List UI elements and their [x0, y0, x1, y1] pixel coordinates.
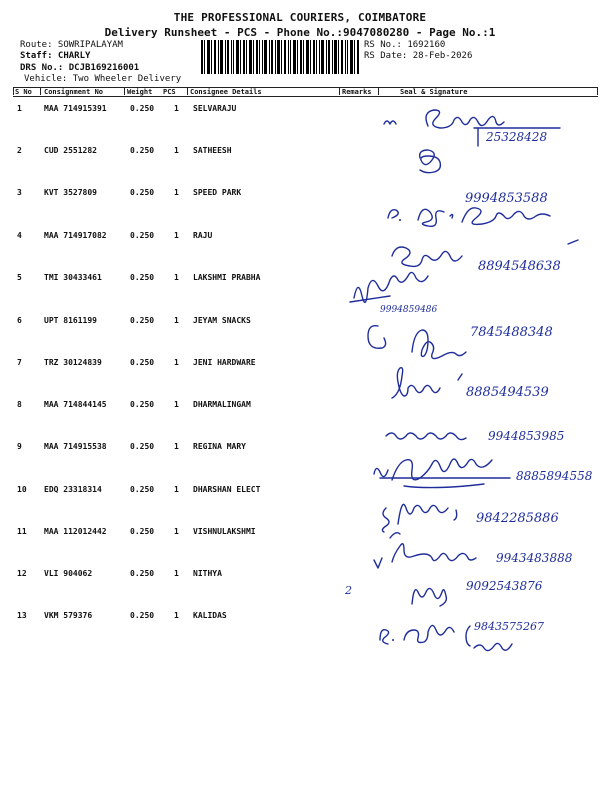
consignment-number: VKM 579376	[44, 611, 93, 620]
rs-number: RS No.: 1692160	[364, 40, 446, 50]
weight-value: 0.250	[130, 104, 155, 113]
col-header-sno: S No	[15, 88, 32, 96]
consignment-number: MAA 112012442	[44, 527, 107, 536]
handwritten-number: 9994859486	[380, 305, 438, 315]
weight-value: 0.250	[130, 358, 155, 367]
route-label: Route: SOWRIPALAYAM	[20, 40, 123, 50]
pcs-count: 1	[174, 358, 179, 367]
consignee-name: SATHEESH	[193, 146, 232, 155]
row-serial-number: 9	[17, 442, 22, 451]
consignment-number: KVT 3527809	[44, 188, 97, 197]
row-serial-number: 2	[17, 146, 22, 155]
handwritten-number: 8885894558	[516, 469, 593, 483]
handwritten-number: 9092543876	[466, 579, 543, 593]
pcs-count: 1	[174, 485, 179, 494]
col-header-seal-signature: Seal & Signature	[400, 88, 468, 96]
signature-row-13	[380, 620, 544, 651]
drs-number: DRS No.: DCJB169216001	[20, 63, 140, 73]
row-serial-number: 13	[17, 611, 27, 620]
consignee-name: RAJU	[193, 231, 213, 240]
row-serial-number: 5	[17, 273, 22, 282]
remark-mark: 2	[345, 584, 352, 597]
row-serial-number: 1	[17, 104, 22, 113]
pcs-count: 1	[174, 231, 179, 240]
rs-date: RS Date: 28-Feb-2026	[364, 51, 473, 61]
col-header-consignee: Consignee Details	[190, 88, 262, 96]
pcs-count: 1	[174, 569, 179, 578]
col-header-remarks: Remarks	[342, 88, 372, 96]
weight-value: 0.250	[130, 146, 155, 155]
pcs-count: 1	[174, 442, 179, 451]
signature-row-9	[386, 429, 564, 443]
signature-row-4	[350, 240, 578, 302]
col-header-pcs: PCS	[163, 88, 176, 96]
staff-label: Staff: CHARLY	[20, 51, 91, 61]
signature-row-6	[368, 305, 553, 359]
weight-value: 0.250	[130, 611, 155, 620]
row-serial-number: 3	[17, 188, 22, 197]
weight-value: 0.250	[130, 316, 155, 325]
signature-row-2	[420, 150, 441, 173]
consignment-number: CUD 2551282	[44, 146, 97, 155]
row-serial-number: 4	[17, 231, 22, 240]
consignee-name: KALIDAS	[193, 611, 227, 620]
weight-value: 0.250	[130, 569, 155, 578]
handwritten-number: 9842285886	[476, 511, 559, 526]
row-serial-number: 8	[17, 400, 22, 409]
signature-row-10	[374, 459, 593, 488]
consignee-name: SPEED PARK	[193, 188, 242, 197]
consignee-name: SELVARAJU	[193, 104, 237, 113]
consignee-name: NITHYA	[193, 569, 222, 578]
handwritten-number: 9994853588	[465, 191, 548, 206]
consignment-number: MAA 714917082	[44, 231, 107, 240]
row-serial-number: 12	[17, 569, 27, 578]
handwritten-number: 9944853985	[488, 429, 565, 443]
consignment-number: MAA 714844145	[44, 400, 107, 409]
consignment-number: UPT 8161199	[44, 316, 97, 325]
pcs-count: 1	[174, 104, 179, 113]
handwritten-number: 9843575267	[474, 620, 544, 633]
row-serial-number: 10	[17, 485, 27, 494]
pcs-count: 1	[174, 527, 179, 536]
consignee-name: DHARMALINGAM	[193, 400, 251, 409]
signature-row-1	[384, 110, 560, 146]
weight-value: 0.250	[130, 400, 155, 409]
pcs-count: 1	[174, 188, 179, 197]
weight-value: 0.250	[130, 485, 155, 494]
pcs-count: 1	[174, 316, 179, 325]
handwritten-number: 7845488348	[470, 325, 553, 340]
pcs-count: 1	[174, 146, 179, 155]
consignment-number: TRZ 30124839	[44, 358, 102, 367]
col-header-weight: Weight	[127, 88, 153, 96]
handwritten-number: 9943483888	[496, 551, 573, 565]
vehicle-label: Vehicle: Two Wheeler Delivery	[24, 74, 182, 84]
row-serial-number: 11	[17, 527, 27, 536]
consignee-name: REGINA MARY	[193, 442, 246, 451]
consignee-name: VISHNULAKSHMI	[193, 527, 256, 536]
signature-row-7	[392, 368, 549, 400]
consignment-number: EDQ 23318314	[44, 485, 102, 494]
handwritten-number: 8894548638	[478, 259, 561, 274]
col-header-consignment: Consignment No	[44, 88, 104, 96]
handwritten-number: 25328428	[486, 130, 548, 144]
weight-value: 0.250	[130, 273, 155, 282]
consignee-name: LAKSHMI PRABHA	[193, 273, 261, 282]
weight-value: 0.250	[130, 231, 155, 240]
pcs-count: 1	[174, 273, 179, 282]
weight-value: 0.250	[130, 188, 155, 197]
consignment-number: TMI 30433461	[44, 273, 102, 282]
handwritten-number: 8885494539	[466, 385, 549, 400]
consignee-name: JENI HARDWARE	[193, 358, 256, 367]
signature-row-11	[382, 504, 558, 532]
signature-row-12	[344, 533, 573, 606]
consignment-number: VLI 904062	[44, 569, 93, 578]
consignment-number: MAA 714915391	[44, 104, 107, 113]
consignee-name: DHARSHAN ELECT	[193, 485, 261, 494]
runsheet-title: Delivery Runsheet - PCS - Phone No.:9047080280 - Page No.:1	[104, 26, 496, 39]
pcs-count: 1	[174, 611, 179, 620]
row-serial-number: 7	[17, 358, 22, 367]
weight-value: 0.250	[130, 527, 155, 536]
consignee-name: JEYAM SNACKS	[193, 316, 251, 325]
weight-value: 0.250	[130, 442, 155, 451]
pcs-count: 1	[174, 400, 179, 409]
company-title: THE PROFESSIONAL COURIERS, COIMBATORE	[173, 11, 427, 24]
consignment-number: MAA 714915538	[44, 442, 107, 451]
row-serial-number: 6	[17, 316, 22, 325]
signature-row-3	[388, 191, 550, 226]
